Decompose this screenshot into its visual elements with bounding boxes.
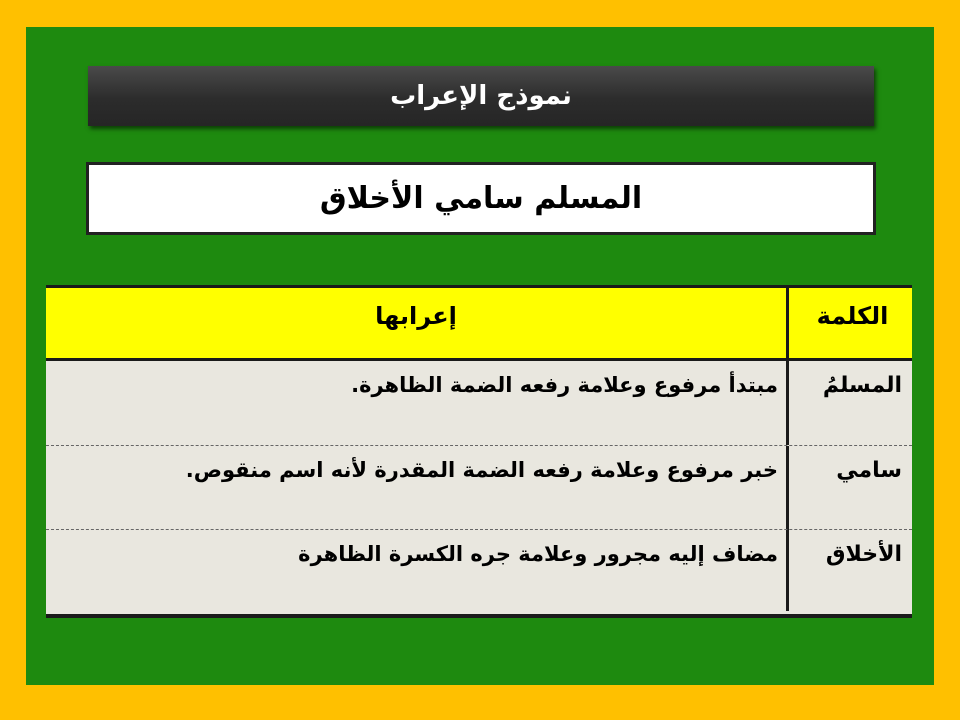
header-analysis: إعرابها xyxy=(375,302,457,330)
table-header-row xyxy=(46,288,912,361)
table-row xyxy=(46,361,912,445)
slide-title: نموذج الإعراب xyxy=(88,66,874,126)
slide xyxy=(26,27,934,685)
parsing-table xyxy=(46,285,912,618)
analysis-cell: خبر مرفوع وعلامة رفعه الضمة المقدرة لأنه اسم منقوص. xyxy=(185,458,778,482)
word-cell: المسلمُ xyxy=(786,361,912,445)
analysis-cell: مبتدأ مرفوع وعلامة رفعه الضمة الظاهرة. xyxy=(351,373,778,397)
word-cell: الأخلاق xyxy=(786,530,912,611)
table-row xyxy=(46,529,912,611)
word-cell: سامي xyxy=(786,446,912,530)
example-sentence: المسلم سامي الأخلاق xyxy=(86,162,876,235)
header-word: الكلمة xyxy=(786,288,912,358)
table-row xyxy=(46,445,912,530)
analysis-cell: مضاف إليه مجرور وعلامة جره الكسرة الظاهرة xyxy=(298,542,778,566)
